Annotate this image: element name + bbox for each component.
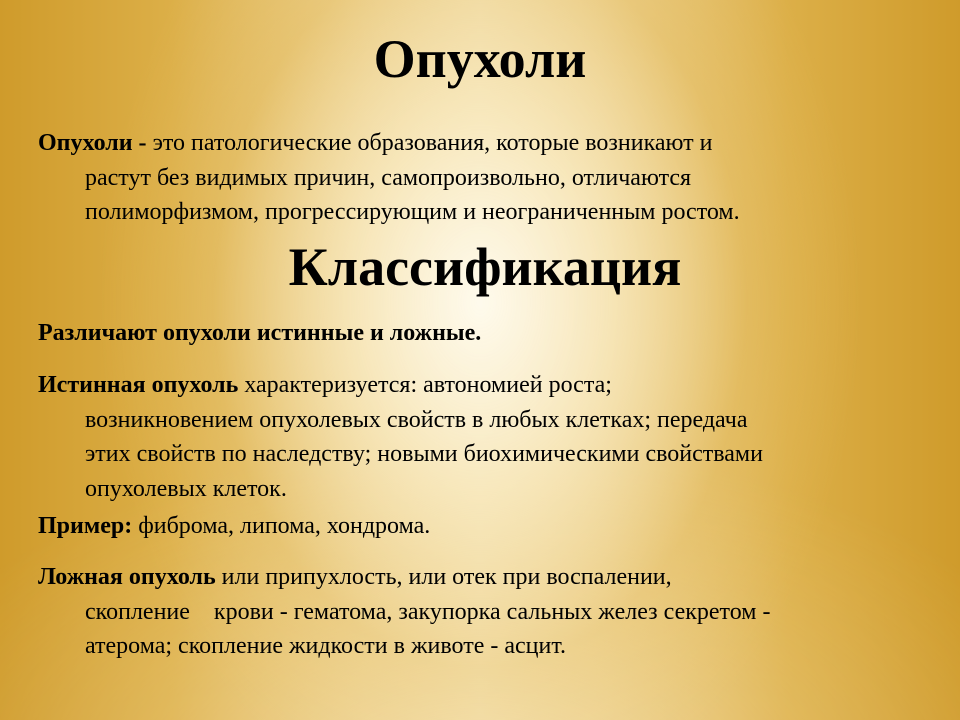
kinds-paragraph: Различают опухоли истинные и ложные. — [38, 320, 482, 346]
example-term: Пример: — [38, 513, 133, 539]
slide-title: Опухоли — [373, 29, 587, 89]
definition-line-1: это патологические образования, которые возникают и — [146, 130, 713, 156]
example-paragraph — [38, 509, 928, 544]
true-tumor-line-1: характеризуется: автономией роста; — [238, 372, 612, 398]
false-tumor-line-1: или припухлость, или отек при воспалении, — [215, 564, 672, 590]
false-tumor-term: Ложная опухоль — [38, 564, 216, 590]
true-tumor-paragraph — [38, 368, 928, 506]
true-tumor-line-2: возникновением опухолевых свойств в любых клетках; передача — [85, 406, 748, 433]
definition-term: Опухоли - — [38, 130, 147, 156]
false-tumor-line-3: атерома; скопление жидкости в животе - асцит. — [85, 633, 567, 659]
true-tumor-line-3: этих свойств по наследству; новыми биохимическими свойствами — [85, 441, 763, 467]
true-tumor-term: Истинная опухоль — [38, 372, 239, 398]
true-tumor-line-4: опухолевых клеток. — [85, 475, 287, 502]
false-tumor-line-2: скопление крови - гематома, закупорка сальных желез секретом - — [85, 598, 771, 625]
definition-line-3: полиморфизмом, прогрессирующим и неограниченным ростом. — [85, 199, 740, 225]
definition-line-2: растут без видимых причин, самопроизвольно, отличаются — [85, 164, 692, 191]
false-tumor-paragraph — [38, 560, 928, 664]
classification-heading: Классификация — [288, 237, 682, 297]
definition-paragraph — [38, 126, 928, 230]
example-text: фиброма, липома, хондрома. — [132, 513, 431, 539]
